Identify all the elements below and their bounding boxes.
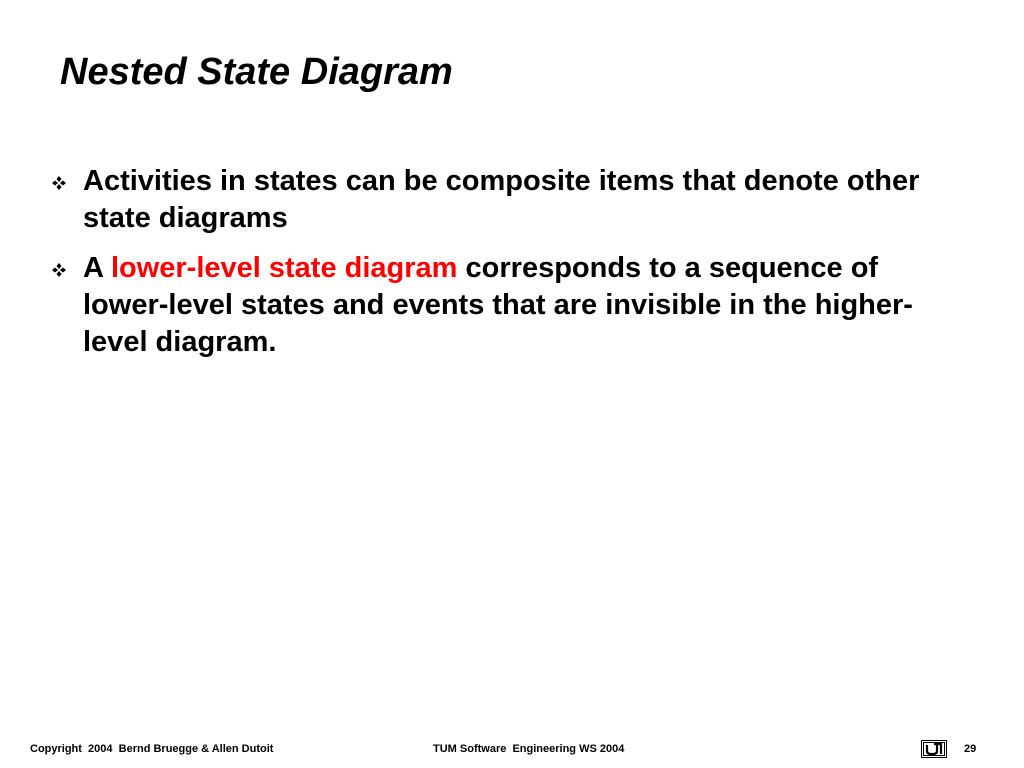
bullet-text-prefix: A [83,252,111,284]
bullet-text-suffix: corresponds to a sequence of lower-level states and events that are invisible in the higher-level diagram. [83,252,913,358]
bullet-list [50,163,950,374]
slide-footer [0,740,1024,760]
tum-logo-icon [921,740,947,758]
footer-copyright: Copyright 2004 Bernd Bruegge & Allen Dutoit [30,743,274,755]
highlighted-term: lower-level state diagram [110,252,458,284]
diamond-bullet-icon [52,176,66,190]
footer-course: TUM Software Engineering WS 2004 [433,743,625,755]
bullet-item-1 [50,163,950,237]
diamond-bullet-icon [52,263,66,277]
bullet-text: Activities in states can be composite items that denote other state diagrams [83,165,920,234]
slide-title: Nested State Diagram [60,51,453,93]
bullet-item-2 [50,250,950,361]
page-number: 29 [964,743,977,755]
